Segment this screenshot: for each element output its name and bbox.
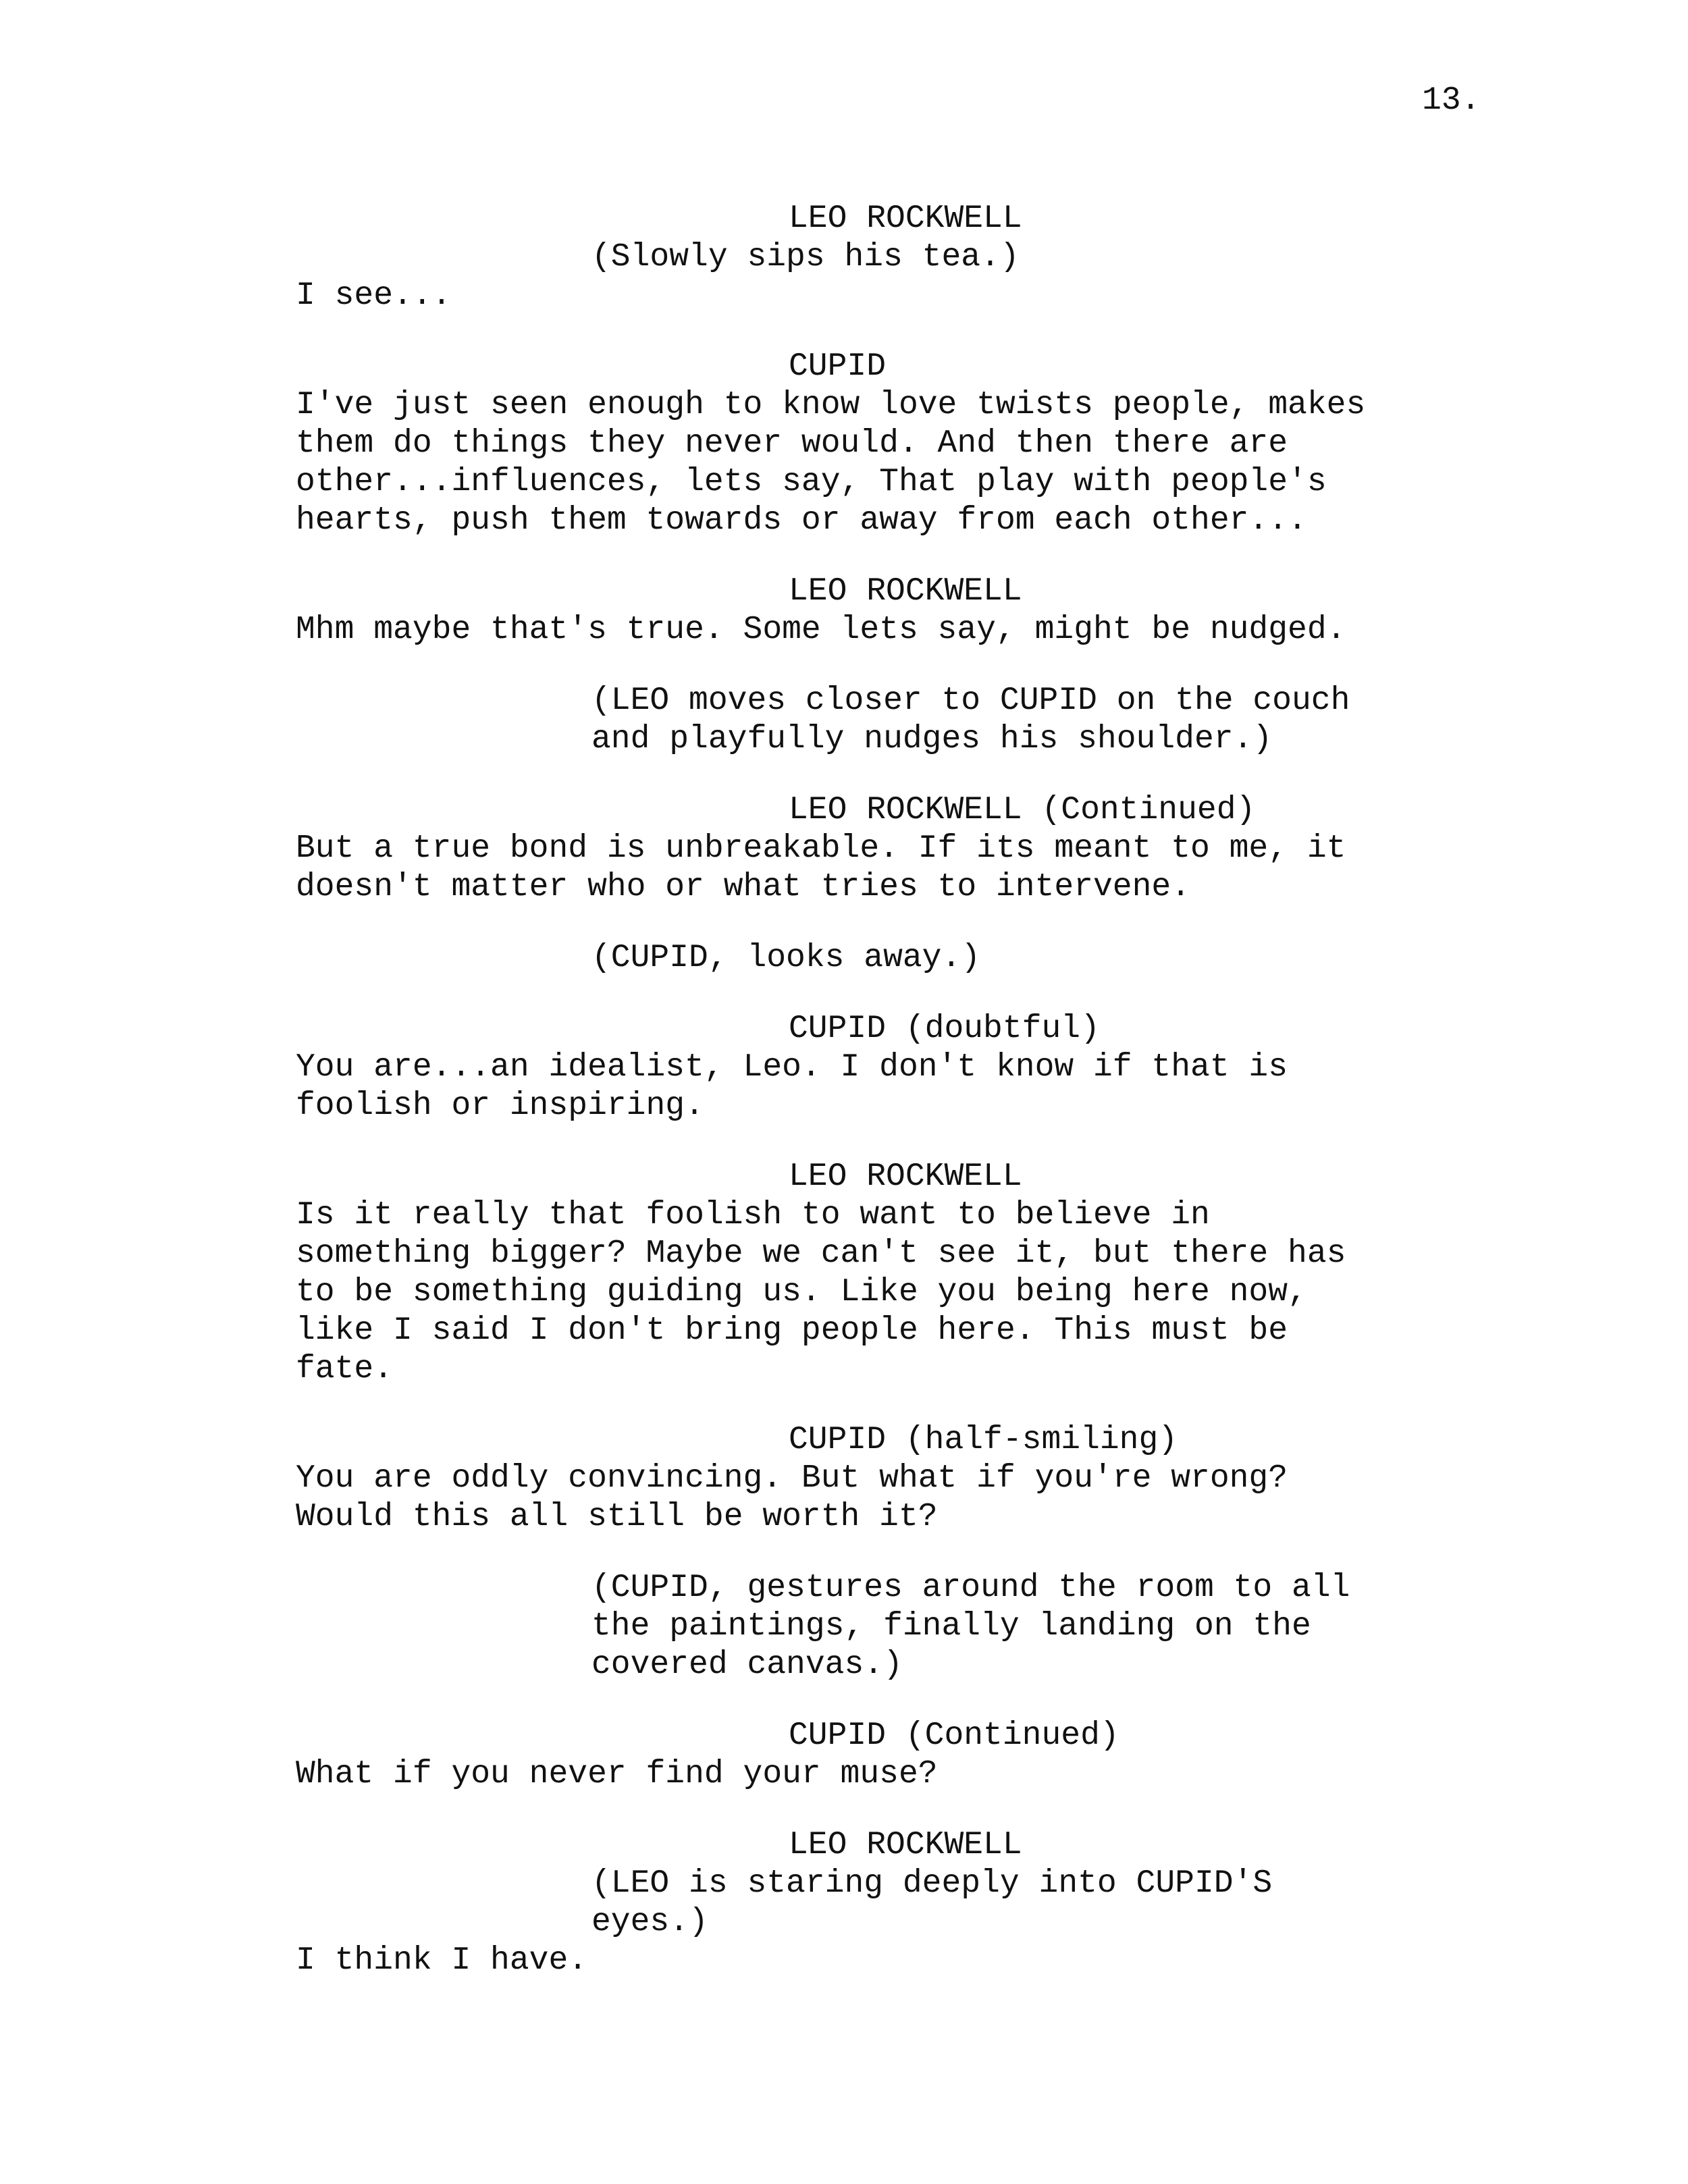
block-spacer bbox=[296, 649, 1457, 682]
dialogue-block bbox=[296, 1421, 1457, 1537]
dialogue-block bbox=[296, 572, 1457, 649]
block-spacer bbox=[296, 978, 1457, 1010]
character-name: LEO ROCKWELL bbox=[789, 573, 1022, 610]
dialogue-line: You are...an idealist, Leo. I don't know if that is bbox=[296, 1049, 1288, 1086]
dialogue-line: foolish or inspiring. bbox=[296, 1088, 704, 1124]
dialogue-line: like I said I don't bring people here. This must be bbox=[296, 1312, 1288, 1349]
dialogue-block bbox=[296, 348, 1457, 540]
dialogue-block bbox=[296, 1717, 1457, 1794]
dialogue-line: doesn't matter who or what tries to intervene. bbox=[296, 869, 1191, 905]
dialogue-line: them do things they never would. And then there are bbox=[296, 425, 1288, 462]
screenplay-body bbox=[296, 200, 1457, 1980]
dialogue-block bbox=[296, 791, 1457, 907]
block-spacer bbox=[296, 540, 1457, 572]
action-line: covered canvas.) bbox=[591, 1647, 903, 1683]
dialogue-block bbox=[296, 200, 1457, 315]
parenthetical-line: (Slowly sips his tea.) bbox=[591, 239, 1020, 275]
action-line: (LEO moves closer to CUPID on the couch bbox=[591, 683, 1350, 719]
character-name: LEO ROCKWELL bbox=[789, 201, 1022, 237]
block-spacer bbox=[296, 759, 1457, 791]
action-line: the paintings, finally landing on the bbox=[591, 1608, 1311, 1645]
action-line: (CUPID, gestures around the room to all bbox=[591, 1570, 1350, 1606]
block-spacer bbox=[296, 315, 1457, 348]
dialogue-line: What if you never find your muse? bbox=[296, 1756, 938, 1792]
character-name: CUPID (doubtful) bbox=[789, 1011, 1100, 1047]
block-spacer bbox=[296, 1537, 1457, 1569]
character-name: LEO ROCKWELL (Continued) bbox=[789, 792, 1256, 828]
dialogue-line: But a true bond is unbreakable. If its meant to me, it bbox=[296, 830, 1346, 867]
block-spacer bbox=[296, 1389, 1457, 1421]
character-name: CUPID bbox=[789, 348, 887, 385]
block-spacer bbox=[296, 1684, 1457, 1717]
block-spacer bbox=[296, 1794, 1457, 1826]
character-name: LEO ROCKWELL bbox=[789, 1158, 1022, 1195]
dialogue-block bbox=[296, 1826, 1457, 1980]
action-line: (CUPID, looks away.) bbox=[591, 940, 981, 976]
dialogue-line: to be something guiding us. Like you being here now, bbox=[296, 1274, 1307, 1310]
dialogue-line: hearts, push them towards or away from each other... bbox=[296, 502, 1307, 539]
dialogue-line: Is it really that foolish to want to believe in bbox=[296, 1197, 1210, 1233]
page-number: 13. bbox=[1422, 82, 1481, 119]
dialogue-block bbox=[296, 1010, 1457, 1125]
block-spacer bbox=[296, 907, 1457, 939]
action-line: and playfully nudges his shoulder.) bbox=[591, 721, 1273, 757]
dialogue-line: Mhm maybe that's true. Some lets say, might be nudged. bbox=[296, 612, 1346, 648]
block-spacer bbox=[296, 1125, 1457, 1158]
dialogue-line: I see... bbox=[296, 277, 452, 314]
character-name: LEO ROCKWELL bbox=[789, 1827, 1022, 1863]
action-block bbox=[296, 939, 1457, 978]
dialogue-line: You are oddly convincing. But what if you're wrong? bbox=[296, 1460, 1288, 1497]
dialogue-block bbox=[296, 1158, 1457, 1389]
action-block bbox=[296, 682, 1457, 759]
character-name: CUPID (half-smiling) bbox=[789, 1422, 1178, 1458]
dialogue-line: I think I have. bbox=[296, 1942, 588, 1979]
parenthetical-line: (LEO is staring deeply into CUPID'S bbox=[591, 1865, 1273, 1902]
dialogue-line: fate. bbox=[296, 1351, 394, 1387]
dialogue-line: something bigger? Maybe we can't see it, but there has bbox=[296, 1235, 1346, 1272]
dialogue-line: I've just seen enough to know love twists people, makes bbox=[296, 387, 1366, 423]
parenthetical-line: eyes.) bbox=[591, 1904, 708, 1940]
character-name: CUPID (Continued) bbox=[789, 1717, 1119, 1754]
action-block bbox=[296, 1569, 1457, 1684]
dialogue-line: Would this all still be worth it? bbox=[296, 1499, 938, 1535]
dialogue-line: other...influences, lets say, That play with people's bbox=[296, 464, 1327, 500]
